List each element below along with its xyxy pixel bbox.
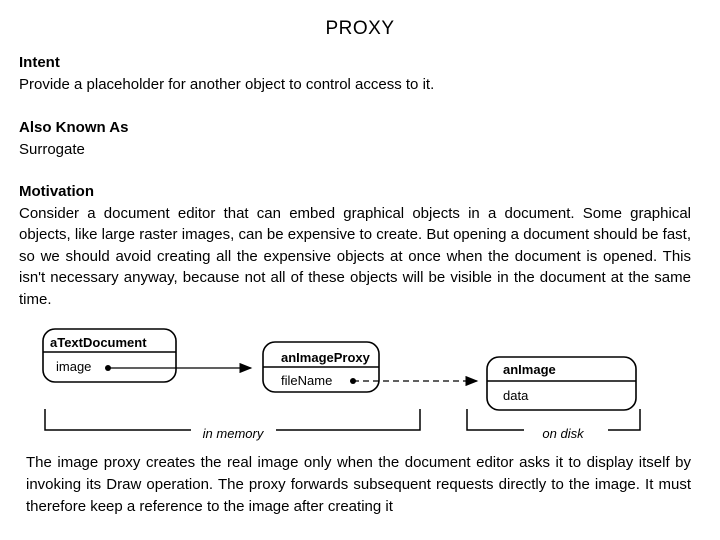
image-object bbox=[487, 357, 636, 410]
image-name: anImage bbox=[503, 362, 556, 377]
also-known-as-heading: Also Known As bbox=[19, 119, 129, 136]
disk-bracket-right bbox=[608, 409, 640, 430]
diagram-caption: The image proxy creates the real image only when the document editor asks it to display itself by invoking its Draw operation. The proxy forwards subsequent requests directly to the image. It must therefore keep a reference to the image after creating it bbox=[26, 454, 691, 515]
also-known-as-section bbox=[19, 117, 691, 160]
also-known-as-text: Surrogate bbox=[19, 140, 85, 158]
on-disk-label: on disk bbox=[542, 426, 584, 441]
disk-bracket-left bbox=[467, 409, 524, 430]
image-proxy-filename-field: fileName bbox=[281, 373, 333, 388]
intent-section bbox=[19, 52, 691, 95]
text-document-image-field: image bbox=[56, 359, 92, 374]
intent-text: Provide a placeholder for another object to control access to it. bbox=[19, 75, 435, 93]
memory-bracket-right bbox=[276, 409, 420, 430]
intent-heading: Intent bbox=[19, 54, 60, 71]
in-memory-label: in memory bbox=[202, 426, 264, 441]
memory-bracket-left bbox=[45, 409, 191, 430]
image-proxy-object bbox=[263, 342, 379, 392]
motivation-section bbox=[19, 181, 691, 310]
text-document-object bbox=[43, 329, 176, 382]
image-data-field: data bbox=[503, 388, 529, 403]
motivation-text: Consider a document editor that can embed graphical objects in a document. Some graphical objects, like large raster images, can be expensive to create. But opening a document should be fast, so we should avoid creating all the expensive objects at once when the document is opened. This isn't necessary anyway, because not all of these objects will be visible in the document at the same time. bbox=[19, 204, 691, 308]
image-proxy-name: anImageProxy bbox=[281, 350, 370, 365]
text-document-name: aTextDocument bbox=[50, 335, 147, 350]
proxy-object-diagram bbox=[36, 323, 656, 448]
motivation-heading: Motivation bbox=[19, 183, 94, 200]
page-title: PROXY bbox=[325, 18, 395, 39]
